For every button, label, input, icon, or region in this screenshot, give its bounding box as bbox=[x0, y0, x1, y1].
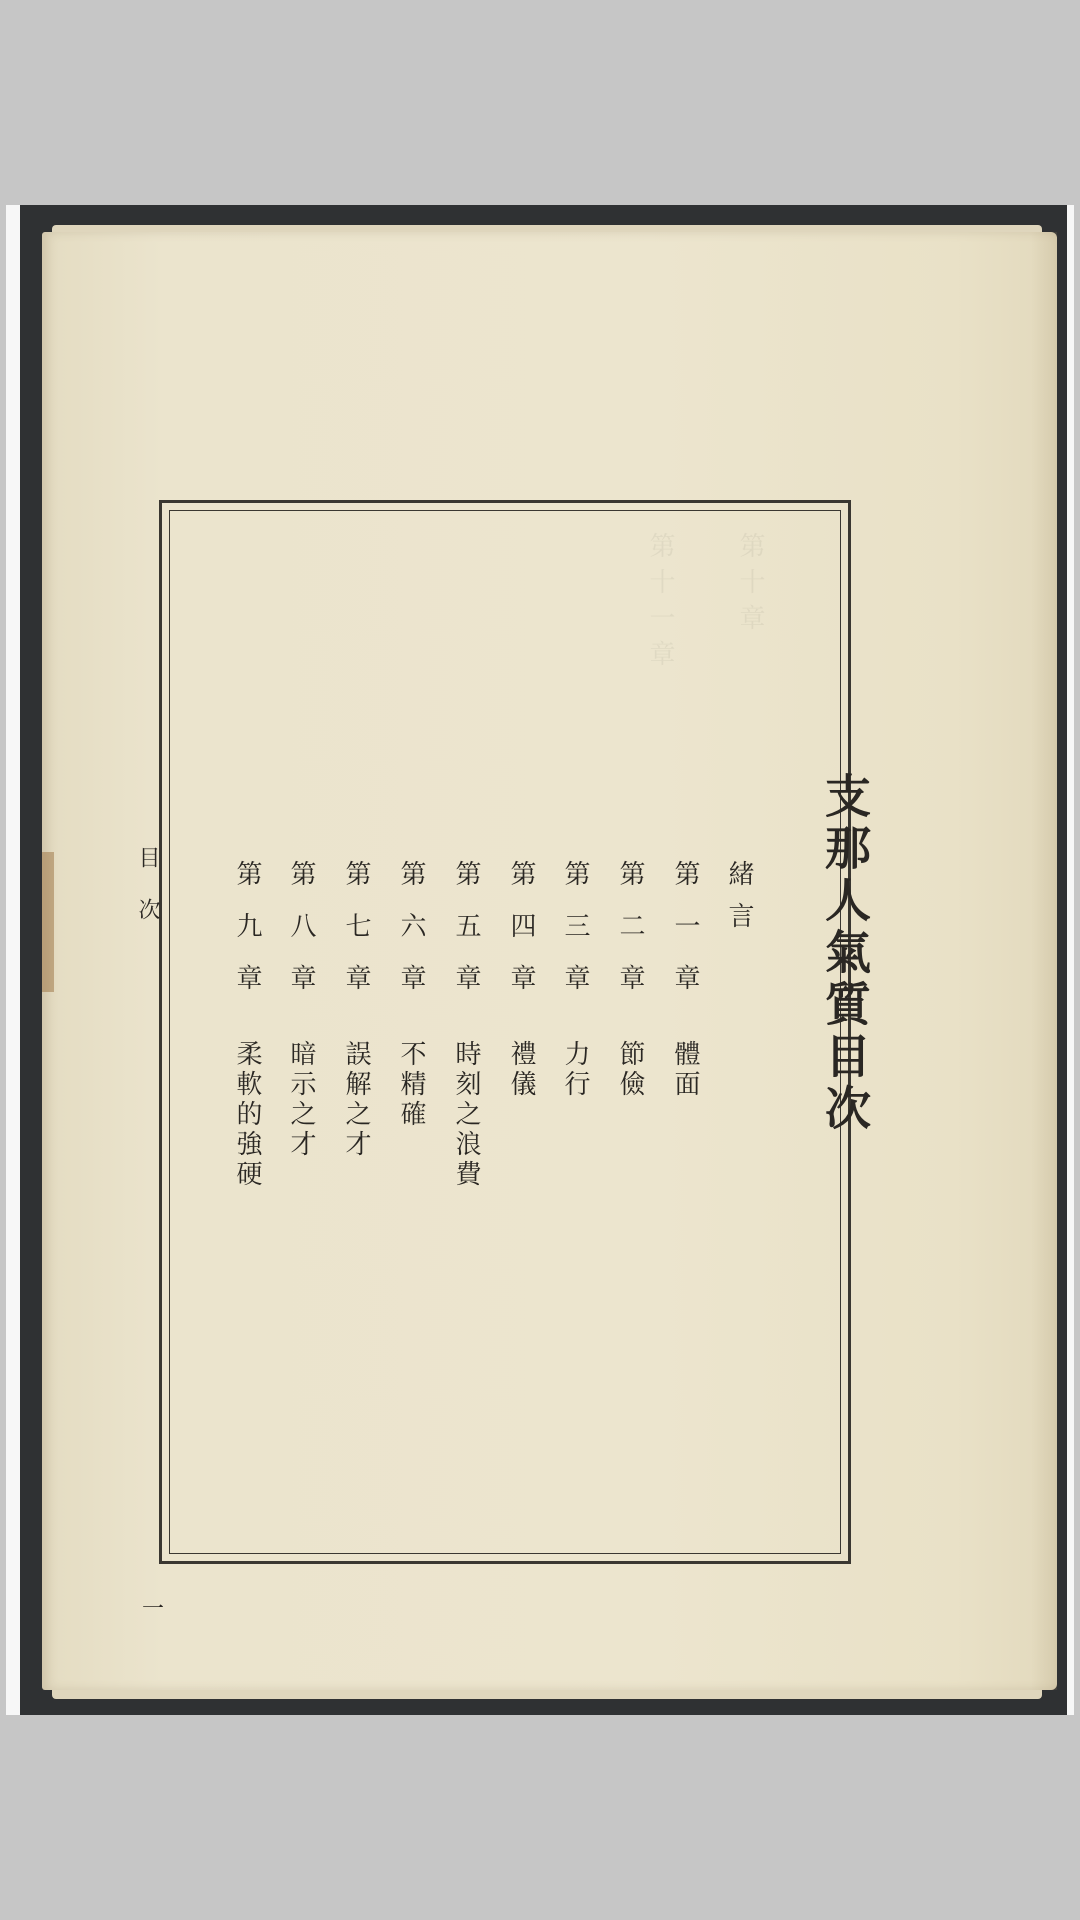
toc-entry-5 bbox=[453, 860, 479, 1190]
chapter-number: 第四章 bbox=[506, 860, 536, 1016]
page-number: 一 bbox=[142, 1597, 165, 1622]
chapter-title: 誤解之才 bbox=[341, 1040, 371, 1160]
chapter-number: 第三章 bbox=[560, 860, 590, 1016]
chapter-number: 第二章 bbox=[615, 860, 645, 1016]
toc-entry-4 bbox=[508, 860, 534, 1100]
toc-entry-3 bbox=[562, 860, 588, 1100]
toc-inner-border bbox=[169, 510, 841, 1554]
chapter-title: 柔軟的強硬 bbox=[232, 1040, 262, 1190]
chapter-number: 第八章 bbox=[286, 860, 316, 1016]
toc-entry-2 bbox=[617, 860, 643, 1100]
chapter-title: 力行 bbox=[560, 1040, 590, 1100]
toc-intro-label: 緒言 bbox=[724, 860, 754, 944]
chapter-number: 第六章 bbox=[396, 860, 426, 1016]
toc-border bbox=[159, 500, 851, 1564]
chapter-title: 節儉 bbox=[615, 1040, 645, 1100]
toc-entry-6 bbox=[398, 860, 424, 1130]
chapter-title: 不精確 bbox=[396, 1040, 426, 1130]
chapter-title: 時刻之浪費 bbox=[451, 1040, 481, 1190]
binding-stain bbox=[42, 852, 54, 992]
chapter-number: 第一章 bbox=[670, 860, 700, 1016]
chapter-number: 第九章 bbox=[232, 860, 262, 1016]
toc-entry-9 bbox=[234, 860, 260, 1190]
page-edge bbox=[1031, 232, 1057, 1690]
chapter-title: 暗示之才 bbox=[286, 1040, 316, 1160]
chapter-title: 體面 bbox=[670, 1040, 700, 1100]
page-title: 支那人氣質目次 bbox=[818, 772, 872, 1136]
chapter-number: 第五章 bbox=[451, 860, 481, 1016]
toc-intro bbox=[726, 860, 752, 944]
toc-entry-1 bbox=[672, 860, 698, 1100]
running-header: 目次 bbox=[135, 846, 160, 950]
toc-entry-7 bbox=[343, 860, 369, 1160]
show-through-text: 第十章 bbox=[735, 532, 765, 640]
toc-entry-8 bbox=[288, 860, 314, 1160]
chapter-title: 禮儀 bbox=[506, 1040, 536, 1100]
book-page bbox=[42, 232, 1057, 1690]
chapter-number: 第七章 bbox=[341, 860, 371, 1016]
show-through-text: 第十一章 bbox=[645, 532, 675, 676]
